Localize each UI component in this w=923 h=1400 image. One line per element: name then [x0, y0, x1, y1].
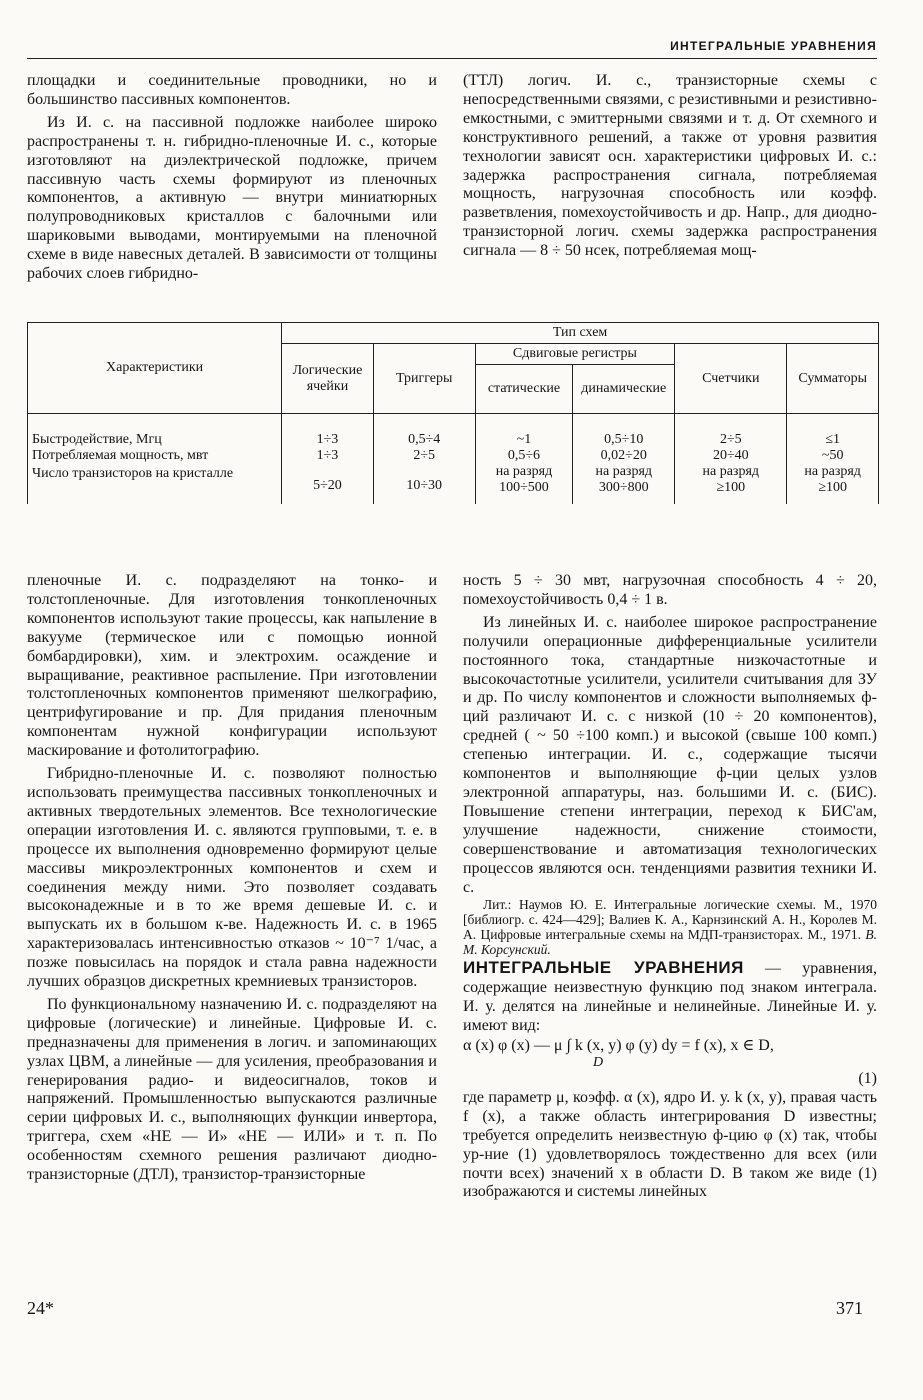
header-static: статические — [475, 365, 573, 414]
paragraph: Гибридно-пленочные И. с. позволяют полностью использовать преимущества пассивных тонкопленочных и активных твердотельных элементов. Все технологические операции изготовления И. с. являются групповыми, т. е. в процессе их выполнения одновременно формируют целые массивы микроэлектронных компонентов и схем и соединения между ними. Это позволяет создавать высоконадежные и в то же время дешевые И. с. и выпускать их в большом к-ве. Надежность И. с. в 1965 характеризовалась интенсивностью отказов ~ 10⁻⁷ 1/час, а позже повысилась на порядок и стала равна надежности лучших образцов дискретных кремниевых транзисторов. — [27, 765, 437, 991]
table-cell: ≥100 — [818, 480, 848, 495]
header-counters: Счетчики — [675, 344, 787, 414]
table-cell: 0,5÷4 — [408, 432, 441, 447]
row-label-speed: Быстродействие, Мгц — [32, 432, 162, 447]
col-adders — [787, 414, 879, 505]
paragraph: ность 5 ÷ 30 мвт, нагрузочная способность 4 ÷ 20, помехоустойчивость 0,4 ÷ 1 в. — [463, 572, 877, 608]
equation-body: α (x) φ (x) — μ ∫ k (x, y) φ (y) dy = f (x), x ∈ D, — [463, 1037, 774, 1055]
table-cell: на разряд — [495, 464, 553, 479]
table-cell: на разряд — [595, 464, 653, 479]
table-cell: 2÷5 — [413, 448, 435, 463]
header-dynamic: динамические — [573, 365, 675, 414]
header-adders: Сумматоры — [787, 344, 879, 414]
paragraph: где параметр μ, коэфф. α (x), ядро И. у. k (x, y), правая часть f (x), а также область интегрирования D известны; требуется определить неизвестную ф-цию φ (x) так, чтобы ур-ние (1) удовлетворялось тождественно для всех (или почти всех) значений x в области D. В таком же виде (1) изображаются и системы линейных — [463, 1088, 877, 1201]
left-column-top — [27, 72, 437, 284]
header-logic: Логические ячейки — [282, 344, 374, 414]
paragraph: площадки и соединительные проводники, но и большинство пассивных компонентов. — [27, 72, 437, 108]
right-column-bottom — [463, 572, 877, 1202]
row-label-transistors: Число транзисторов на кристалле — [32, 466, 234, 481]
col-triggers — [373, 414, 475, 505]
header-title: ИНТЕГРАЛЬНЫЕ УРАВНЕНИЯ — [670, 39, 877, 53]
table-cell: 5÷20 — [313, 478, 342, 493]
table-cell: 0,5÷6 — [507, 448, 541, 463]
header-type: Тип схем — [282, 323, 879, 344]
author-signature: В. М. Корсунский. — [463, 927, 877, 958]
table-cell: ~1 — [516, 432, 532, 447]
row-label-power: Потребляемая мощность, мвт — [32, 448, 209, 463]
paragraph: пленочные И. с. подразделяют на тонко- и толстопленочные. Для изготовления тонкопленочных компонентов используют такие процессы, как напыление в вакууме (термическое или с помощью ионной бомбардировки), хим. и электрохим. осаждение и выращивание, реактивное распыление. При изготовлении толстопленочных компонентов применяют шелкографию, центрифугирование и пр. Для придания пленочным компонентам нужной конфигурации используют маскирование и фотолитографию. — [27, 572, 437, 760]
table-cell: на разряд — [702, 464, 760, 479]
table-cell: 1÷3 — [316, 448, 339, 463]
equation-number: (1) — [858, 1070, 877, 1088]
equation-domain: D — [593, 1055, 604, 1071]
characteristics-table — [27, 322, 879, 504]
table-cell: 10÷30 — [406, 478, 442, 493]
literature-text: Лит.: Наумов Ю. Е. Интегральные логические схемы. М., 1970 [библиогр. с. 424—429]; Валиев К. А., Карнзинский А. Н., Королев М. А. Цифровые интегральные схемы на МДП-транзисторах. М., 1971. — [463, 897, 877, 943]
row-labels — [28, 414, 282, 505]
entry-heading: ИНТЕГРАЛЬНЫЕ УРАВНЕНИЯ — [463, 958, 744, 978]
table-cell: 20÷40 — [712, 448, 749, 463]
table-cell: 0,5÷10 — [604, 432, 644, 447]
equation — [463, 1036, 877, 1070]
table-cell: ~50 — [821, 448, 844, 463]
table-cell: 1÷3 — [316, 432, 339, 447]
table-cell: ≥100 — [716, 480, 746, 495]
signature-mark: 24* — [27, 1298, 54, 1318]
header-triggers: Триггеры — [373, 344, 475, 414]
literature-references — [463, 897, 877, 957]
left-column-bottom — [27, 572, 437, 1185]
table-cell: 2÷5 — [719, 432, 742, 447]
page-number: 371 — [836, 1298, 863, 1318]
right-column-top — [463, 72, 877, 261]
col-logic — [282, 414, 374, 505]
header-shift-registers: Сдвиговые регистры — [475, 344, 675, 365]
entry-text: — уравнения, содержащие неизвестную функцию под знаком интеграла. И. у. делятся на линейные и нелинейные. Линейные И. у. имеют вид: — [463, 960, 877, 1035]
col-dynamic — [573, 414, 675, 505]
paragraph: (ТТЛ) логич. И. с., транзисторные схемы с непосредственными связями, с резистивными и резистивно-емкостными, с эмиттерными связями и т. д. От схемного и конструктивного решений, а также от уровня развития технологии зависят осн. характеристики цифровых И. с.: задержка распространения сигнала, потребляемая мощность, нагрузочная способность или коэфф. разветвления, помехоустойчивость и др. Напр., для диодно-транзисторной логич. схемы задержка распространения сигнала — 8 ÷ 50 нсек, потребляемая мощ- — [463, 72, 877, 260]
paragraph: Из линейных И. с. наиболее широкое распространение получили операционные дифференциальные усилители постоянного тока, стандартные низкочастотные и высокочастотные усилители, усилители считывания для ЗУ и др. По числу компонентов и сложности выполняемых ф-ций различают И. с. с низкой (10 ÷ 20 компонентов), средней ( ~ 50 ÷100 комп.) и высокой (свыше 100 комп.) степенью интеграции. И. с., содержащие тысячи компонентов и выполняющие ф-ции целых узлов электронной аппаратуры, наз. большими И. с. (БИС). Повышение степени интеграции, переход к БИС'ам, улучшение надежности, снижение стоимости, совершенствование и автоматизация технологических процессов являются осн. тенденциями развития техники И. с. — [463, 613, 877, 896]
header-characteristics: Характеристики — [28, 323, 282, 414]
col-counters — [675, 414, 787, 505]
table-cell: 100÷500 — [499, 480, 549, 495]
paragraph: По функциональному назначению И. с. подразделяют на цифровые (логические) и линейные. Цифровые И. с. предназначены для применения в логич. и запоминающих узлах ЦВМ, а линейные — для усиления, преобразования и генерирования радио- и видеосигналов, токов и напряжений. Промышленностью выпускаются различные серии цифровых И. с., выполняющих функции инвертора, триггера, схем «НЕ — И» «НЕ — ИЛИ» и т. п. По особенностям схемного решения различают диодно-транзисторные (ДТЛ), транзистор-транзисторные — [27, 995, 437, 1184]
entry-paragraph — [463, 959, 877, 1036]
table-cell: 0,02÷20 — [600, 448, 647, 463]
paragraph: Из И. с. на пассивной подложке наиболее широко распространены т. н. гибридно-пленочные И. с., которые изготовляют на диэлектрической подложке, причем пассивную часть схемы формируют из пленочных компонентов, а активную — внутри миниатюрных полупроводниковых кристаллов с балочными или шариковыми выводами, монтируемыми на пленочной схеме в виде навесных деталей. В зависимости от толщины рабочих слоев гибридно- — [27, 113, 437, 283]
table-cell: 300÷800 — [598, 480, 649, 495]
table-cell: на разряд — [804, 464, 861, 479]
running-header — [27, 38, 877, 59]
table-cell: ≤1 — [825, 432, 841, 447]
col-static — [475, 414, 573, 505]
